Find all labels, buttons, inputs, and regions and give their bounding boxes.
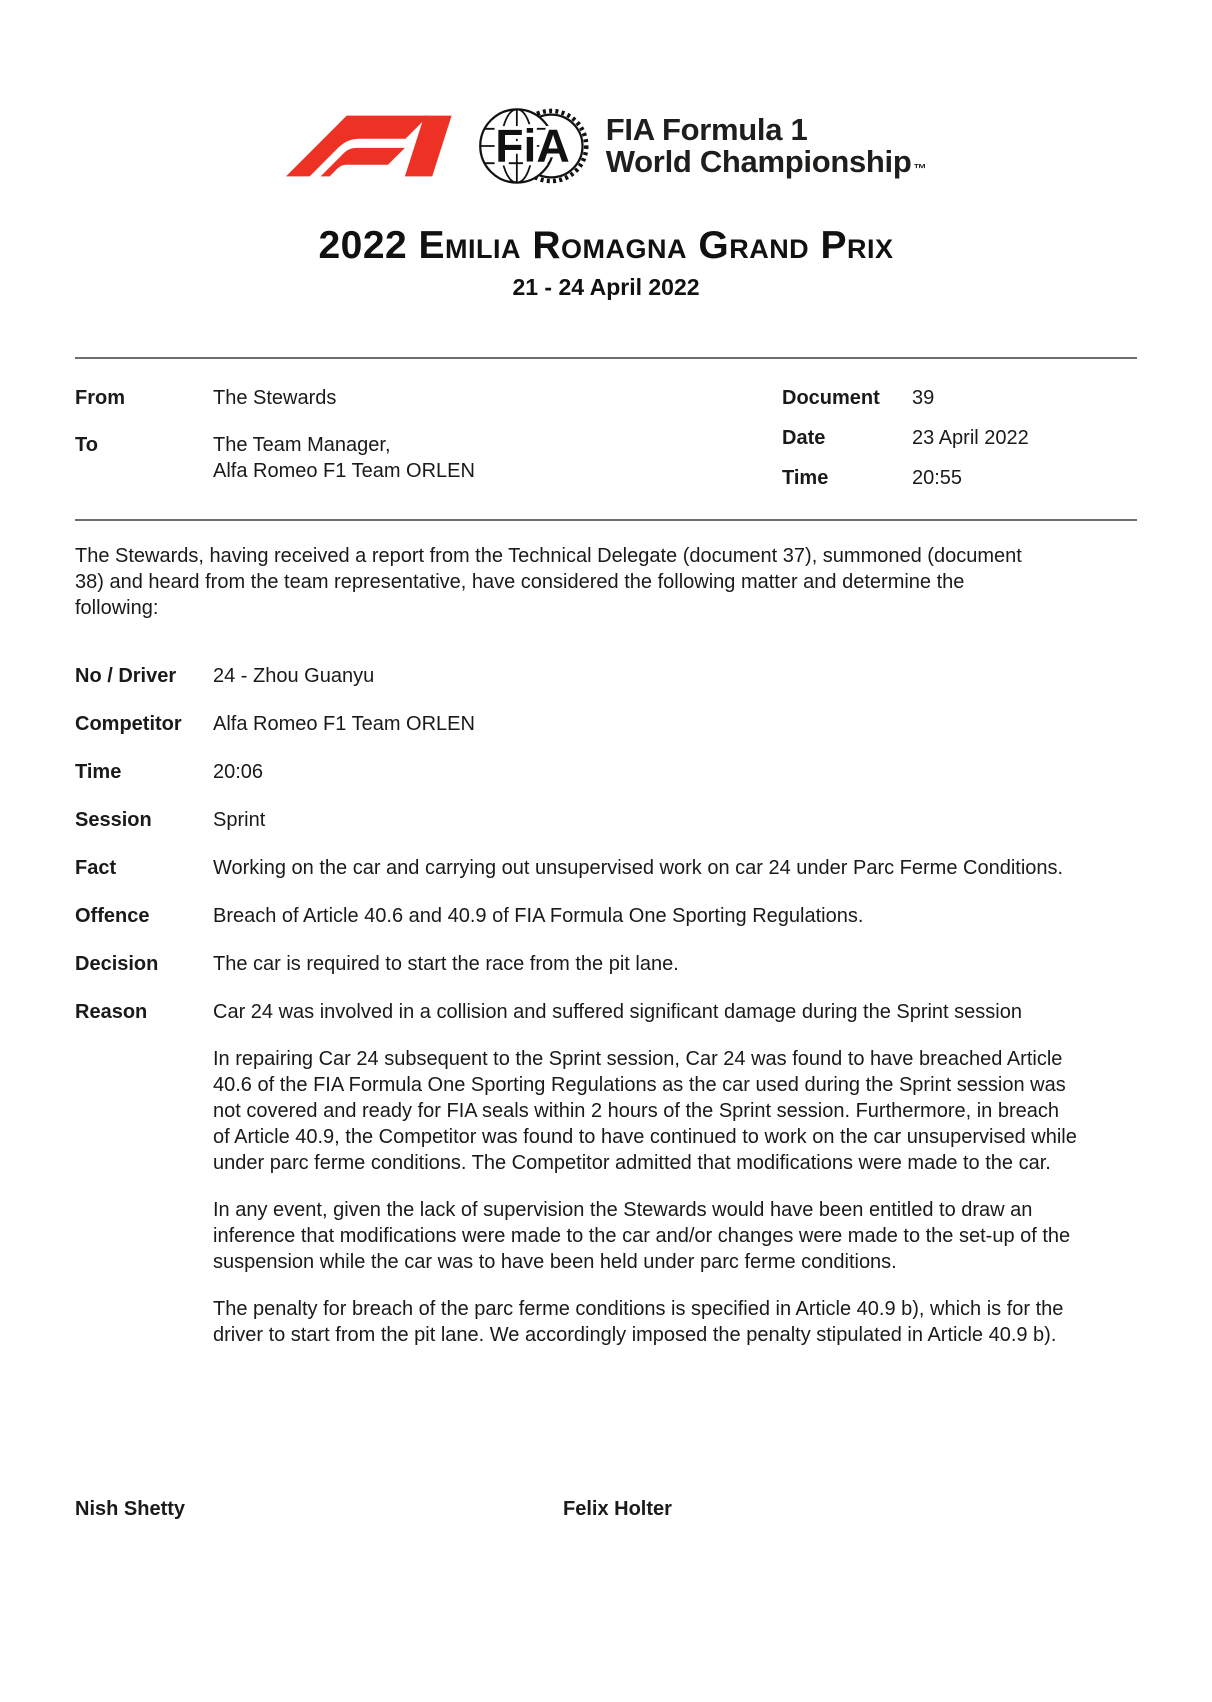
meta-section — [75, 359, 1137, 519]
intro-paragraph: The Stewards, having received a report from the Technical Delegate (document 37), summoned (document 38) and heard from the team representative, have considered the following matter and determine the following: — [75, 544, 1022, 619]
document-value: 39 — [912, 386, 935, 409]
field-value: Working on the car and carrying out unsupervised work on car 24 under Parc Ferme Conditions. — [213, 856, 1064, 879]
field-value: Alfa Romeo F1 Team ORLEN — [213, 712, 475, 735]
field-value: Breach of Article 40.6 and 40.9 of FIA Formula One Sporting Regulations. — [213, 904, 864, 927]
meta-from-to — [75, 385, 475, 491]
meta-document-info — [782, 385, 1137, 491]
field-label: Competitor — [75, 712, 182, 735]
to-label: To — [75, 433, 98, 456]
event-title: 2022 Emilia Romagna Grand Prix — [318, 224, 894, 267]
time-value: 20:55 — [912, 466, 963, 489]
wordmark-line2: World Championship ™ — [605, 144, 927, 179]
trademark-symbol: ™ — [913, 161, 927, 176]
field-label: Session — [75, 808, 152, 831]
event-dates: 21 - 24 April 2022 — [512, 273, 700, 300]
reason-paragraph: In repairing Car 24 subsequent to the Sprint session, Car 24 was found to have breached Article 40.6 of the FIA Formula One Sporting Regulations as the car used during the Sprint session was not covered and ready for FIA seals within 2 hours of the Sprint session. Furthermore, in breach of Article 40.9, the Competitor was found to have continued to work on the car unsupervised while under parc ferme conditions. The Competitor admitted that modifications were made to the car. — [213, 1047, 1077, 1174]
field-label: Time — [75, 760, 122, 783]
f1-logo-icon — [286, 115, 468, 177]
field-row-reason — [75, 999, 1137, 1348]
field-label: Decision — [75, 952, 159, 975]
date-value: 23 April 2022 — [912, 426, 1029, 449]
fia-logo-icon — [478, 104, 590, 188]
field-value: 24 - Zhou Guanyu — [213, 664, 375, 687]
signature-name-left: Nish Shetty — [75, 1497, 186, 1520]
field-row-time — [75, 759, 1137, 785]
reason-paragraph: Car 24 was involved in a collision and suffered significant damage during the Sprint session — [213, 1000, 1022, 1023]
fia-monogram-text: FiA — [494, 119, 570, 172]
reason-paragraph: In any event, given the lack of supervision the Stewards would have been entitled to draw an inference that modifications were made to the car and/or changes were made to the set-up of the suspension while the car was to have been held under parc ferme conditions. — [213, 1198, 1071, 1273]
field-label: Reason — [75, 1000, 148, 1023]
signature-name-right: Felix Holter — [563, 1497, 672, 1520]
field-value: 20:06 — [213, 760, 264, 783]
from-label: From — [75, 386, 125, 409]
wordmark-line1: FIA Formula 1 — [605, 111, 808, 147]
field-label: No / Driver — [75, 664, 177, 687]
field-label: Fact — [75, 856, 117, 879]
document-label: Document — [782, 386, 880, 409]
decision-fields — [75, 663, 1137, 1348]
field-row-session — [75, 807, 1137, 833]
reason-paragraphs — [213, 999, 1079, 1348]
field-row-offence — [75, 903, 1137, 929]
date-label: Date — [782, 426, 826, 449]
from-value: The Stewards — [213, 386, 337, 409]
header-logos — [75, 100, 1137, 192]
reason-paragraph: The penalty for breach of the parc ferme conditions is specified in Article 40.9 b), which is for the driver to start from the pit lane. We accordingly imposed the penalty stipulated in Article 40.9 b). — [213, 1297, 1064, 1346]
field-row-decision — [75, 951, 1137, 977]
field-row-competitor — [75, 711, 1137, 737]
time-label: Time — [782, 466, 829, 489]
field-label: Offence — [75, 904, 150, 927]
to-value: The Team Manager, Alfa Romeo F1 Team ORLEN — [213, 433, 475, 482]
signatures-row — [75, 1496, 1137, 1522]
fia-wordmark — [605, 111, 927, 179]
field-row-fact — [75, 855, 1137, 881]
field-row-no-driver — [75, 663, 1137, 689]
field-value: The car is required to start the race from the pit lane. — [213, 952, 679, 975]
divider-bottom — [75, 519, 1137, 521]
field-value: Sprint — [213, 808, 266, 831]
